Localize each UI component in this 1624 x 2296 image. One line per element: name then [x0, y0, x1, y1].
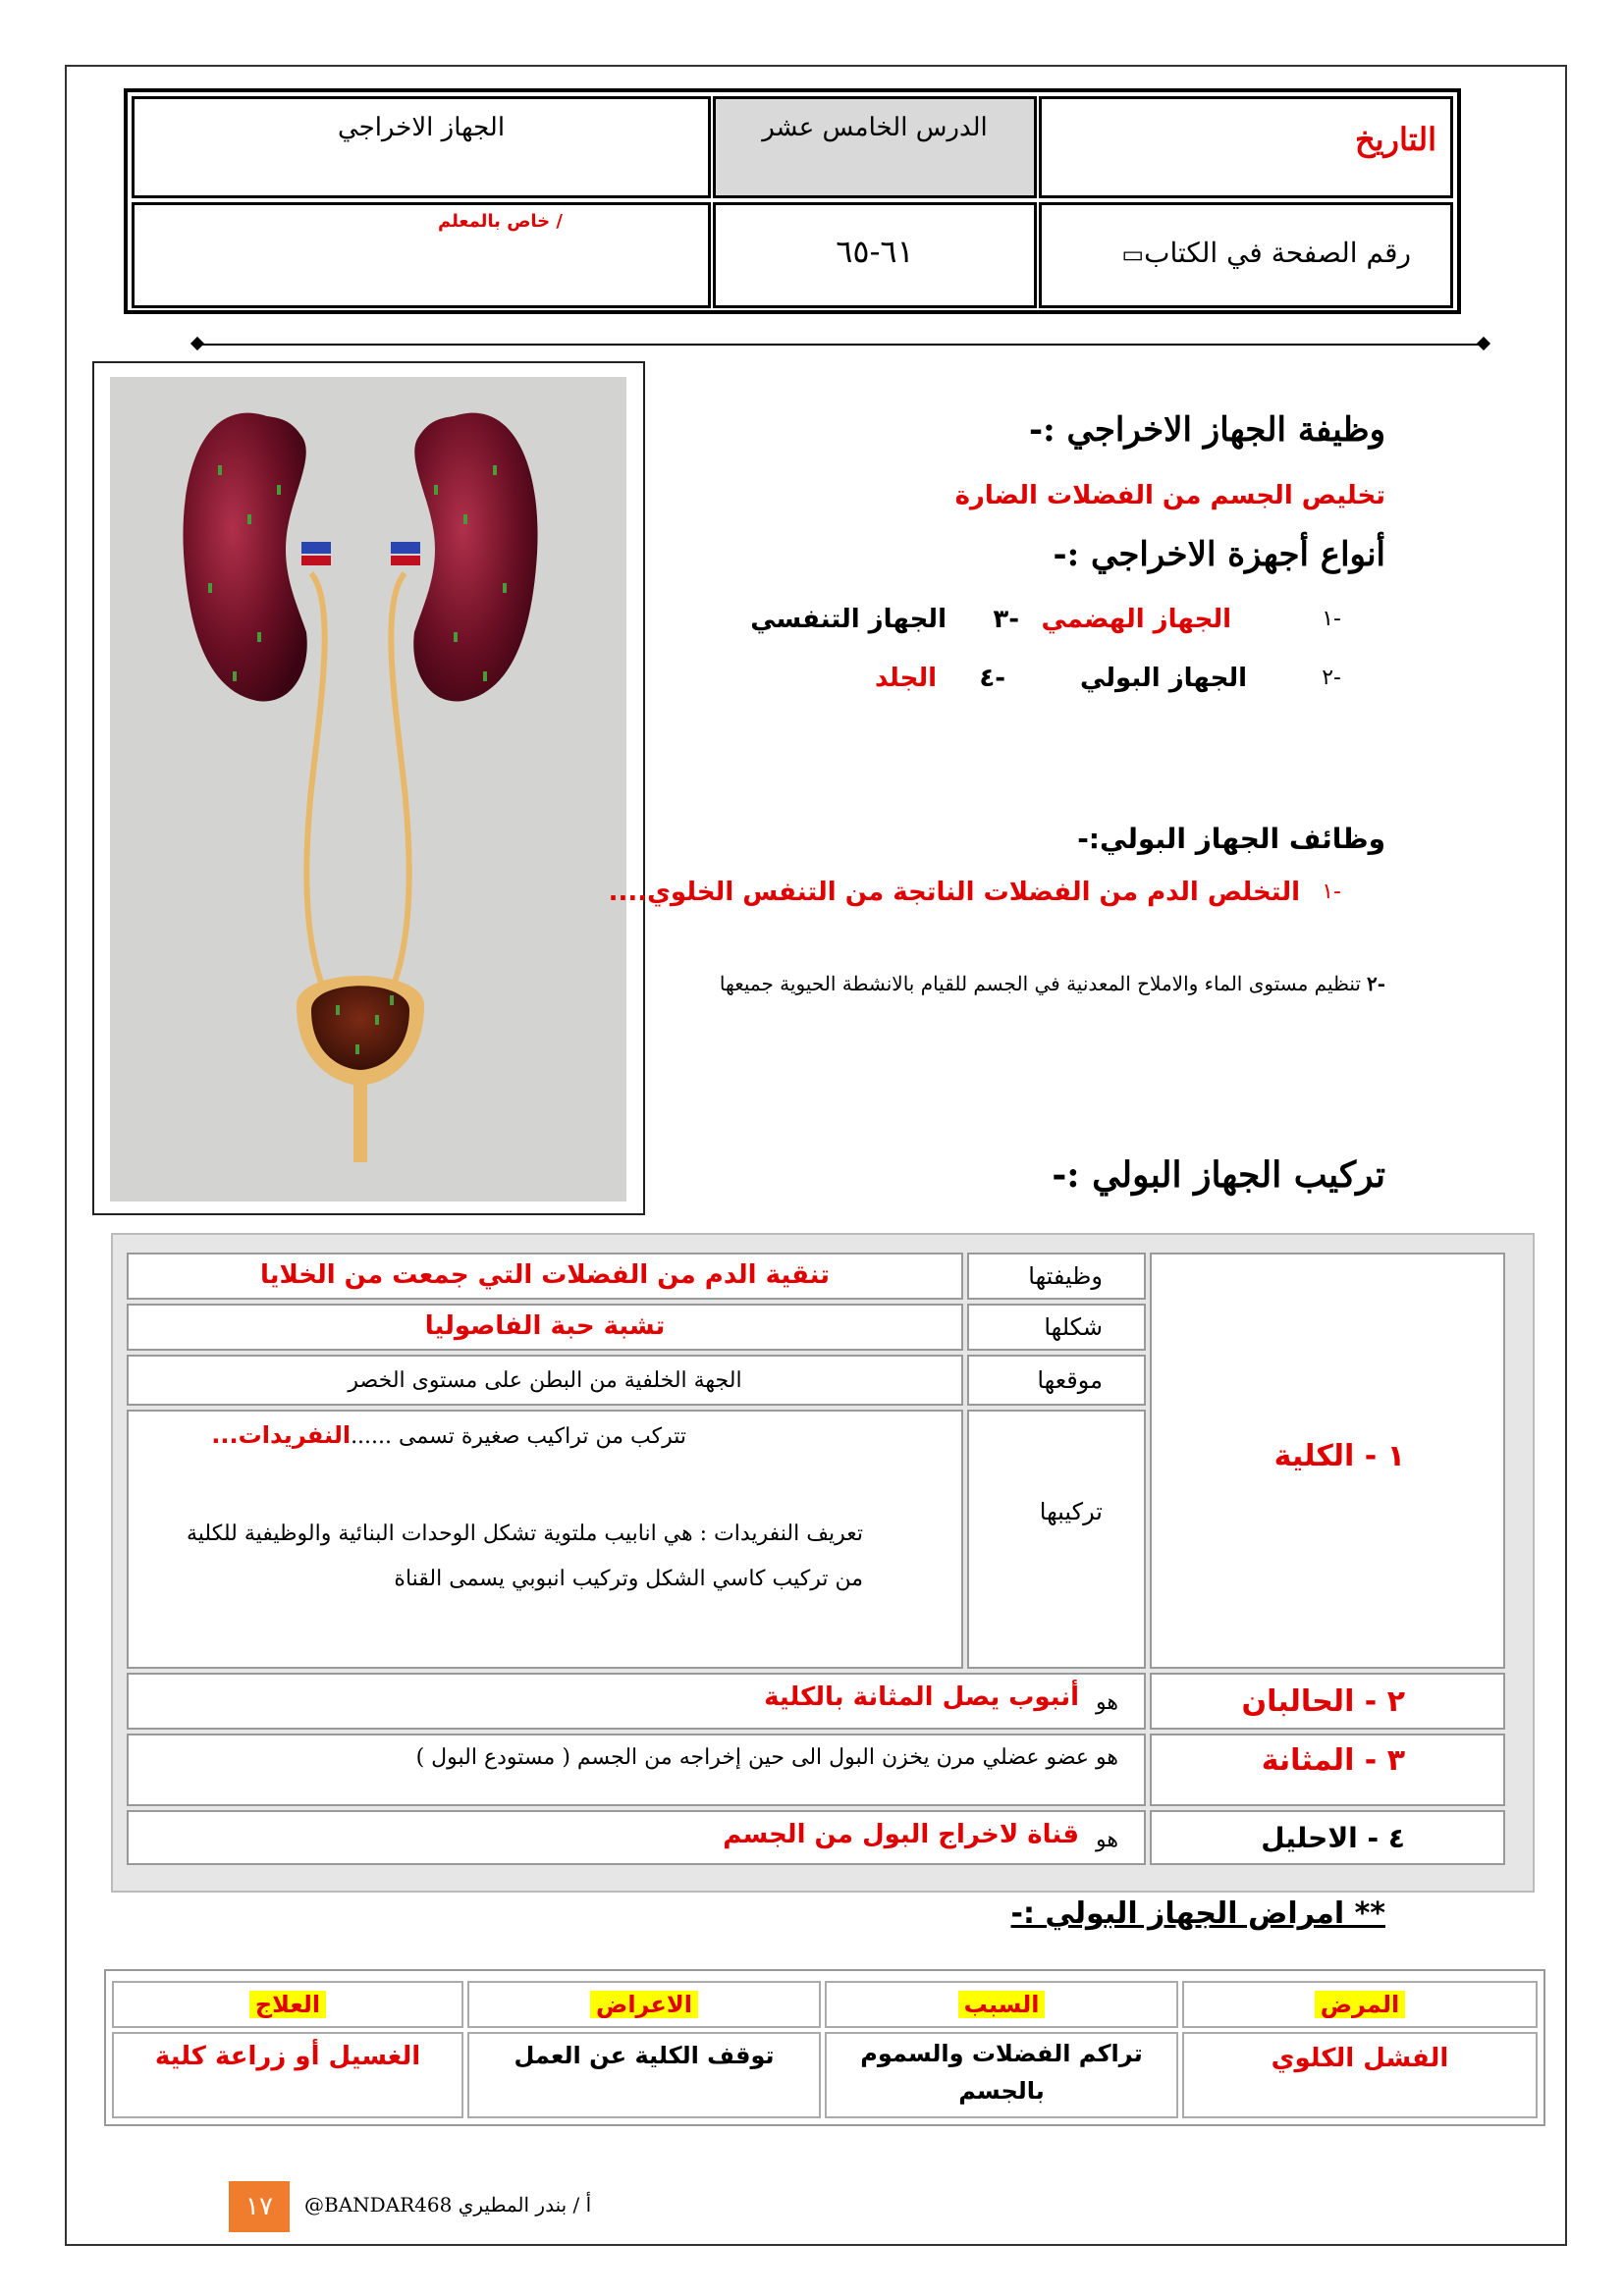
symptoms-header-cell — [467, 1981, 821, 2028]
diseases-table — [104, 1969, 1545, 2126]
footer-author: أ / بندر المطيري — [458, 2193, 592, 2216]
urinary-function-2: تنظيم مستوى الماء والاملاح المعدنية في الجسم للقيام بالانشطة الحيوية جميعها — [719, 972, 1361, 995]
kidney-location-key-cell — [967, 1355, 1146, 1406]
urethra-label-cell — [1150, 1810, 1505, 1865]
kidney-structure-key: تركيبها — [1039, 1498, 1103, 1525]
teacher-note-cell — [132, 202, 711, 308]
page-range-cell — [713, 202, 1037, 308]
function-answer: تخليص الجسم من الفضلات الضارة — [954, 481, 1385, 510]
type-1-name: الجهاز الهضمي — [1041, 605, 1231, 634]
type-4-num: -٤ — [979, 664, 1005, 693]
cause-line-2: بالجسم — [958, 2077, 1045, 2105]
page-label-cell — [1039, 202, 1453, 308]
urethra-value: قناة لاخراج البول من الجسم — [723, 1820, 1079, 1849]
urinary-function-2-num: -٢ — [1366, 972, 1385, 995]
date-cell — [1039, 96, 1453, 198]
urinary-function-1: التخلص الدم من الفضلات الناتجة من التنفس الخلوي.... — [608, 878, 1300, 907]
page-number-badge: ١٧ — [229, 2181, 290, 2232]
diseases-title: ** امراض الجهاز البولي :- — [1010, 1896, 1385, 1931]
treatment-header: العلاج — [249, 1991, 326, 2018]
footer-handle: @BANDAR468 — [304, 2193, 453, 2216]
bladder-label-cell — [1150, 1734, 1505, 1806]
kidney-function-key-cell — [967, 1253, 1146, 1300]
urethra-prefix: هو — [1096, 1828, 1118, 1852]
kidney-function-value: تنقية الدم من الفضلات التي جمعت من الخلايا — [259, 1260, 831, 1290]
subject-cell — [132, 96, 711, 198]
kidney-shape-key: شكلها — [1044, 1313, 1103, 1341]
header-table — [124, 88, 1461, 314]
bladder-label: ٣ - المثانة — [1261, 1743, 1405, 1778]
disease-cell — [1182, 2032, 1538, 2118]
urinary-functions-title: وظائف الجهاز البولي:- — [1077, 823, 1385, 855]
date-label: التاريخ — [1354, 121, 1436, 158]
kidney-structure-value-cell — [127, 1410, 963, 1669]
teacher-note: خاص بالمعلم / — [437, 211, 563, 232]
cause-cell — [825, 2032, 1178, 2118]
kidney-function-value-cell — [127, 1253, 963, 1300]
type-1-num: -١ — [1322, 607, 1341, 631]
function-title: وظيفة الجهاز الاخراجي :- — [1029, 410, 1385, 450]
ureters-value-cell — [127, 1673, 1146, 1730]
kidney-shape-value-cell — [127, 1304, 963, 1351]
ureters-label-cell — [1150, 1673, 1505, 1730]
treatment-cell — [112, 2032, 463, 2118]
type-4-name: الجلد — [874, 664, 937, 693]
page-range: ٦١-٦٥ — [836, 233, 914, 270]
ureters-value: أنبوب يصل المثانة بالكلية — [764, 1682, 1079, 1712]
lesson-cell — [713, 96, 1037, 198]
kidney-shape-value: تشبة حبة الفاصوليا — [424, 1311, 666, 1341]
page-label: رقم الصفحة في الكتاب▭ — [1121, 237, 1411, 269]
nephron-answer: النفريدات... — [211, 1421, 352, 1449]
type-2-name: الجهاز البولي — [1079, 664, 1247, 693]
kidney-function-key: وظيفتها — [1028, 1262, 1103, 1290]
symptoms-header: الاعراض — [590, 1991, 698, 2018]
type-3-name: الجهاز التنفسي — [750, 605, 947, 634]
kidney-shape-key-cell — [967, 1304, 1146, 1351]
cause-line-1: تراكم الفضلات والسموم — [860, 2040, 1143, 2067]
book-icon: ▭ — [1121, 240, 1145, 268]
structure-table — [111, 1233, 1535, 1893]
urinary-system-illustration — [110, 377, 626, 1201]
urethra-value-cell — [127, 1810, 1146, 1865]
treatment-value: الغسيل أو زراعة كلية — [154, 2042, 421, 2071]
cause-header-cell — [825, 1981, 1178, 2028]
symptoms-value: توقف الكلية عن العمل — [514, 2042, 775, 2069]
symptoms-cell — [467, 2032, 821, 2118]
urethra-label: ٤ - الاحليل — [1261, 1822, 1405, 1854]
treatment-header-cell — [112, 1981, 463, 2028]
disease-header-cell — [1182, 1981, 1538, 2028]
subject-title: الجهاز الاخراجي — [337, 113, 506, 142]
kidney-label: ١ - الكلية — [1273, 1439, 1405, 1473]
types-title: أنواع أجهزة الاخراجي :- — [1053, 535, 1385, 574]
ureters-prefix: هو — [1096, 1690, 1118, 1715]
lesson-title: الدرس الخامس عشر — [762, 113, 988, 142]
section-divider — [196, 344, 1483, 346]
bladder-value: هو عضو عضلي مرن يخزن البول الى حين إخراجه من الجسم ( مستودع البول ) — [415, 1745, 1118, 1770]
type-2-num: -٢ — [1322, 666, 1341, 690]
kidney-location-value-cell — [127, 1355, 963, 1406]
structure-title: تركيب الجهاز البولي :- — [1052, 1154, 1385, 1196]
urinary-function-1-num: -١ — [1322, 880, 1341, 904]
nephron-definition-1: تعريف النفريدات : هي انابيب ملتوية تشكل الوحدات البنائية والوظيفية للكلية — [187, 1522, 863, 1546]
kidney-structure-line1: تتركب من تراكيب صغيرة تسمى ......النفريدات... — [211, 1421, 686, 1449]
kidney-structure-key-cell — [967, 1410, 1146, 1669]
type-3-num: -٣ — [993, 605, 1019, 634]
footer-credit — [304, 2193, 591, 2216]
disease-name: الفشل الكلوي — [1271, 2044, 1449, 2073]
nephron-definition-2: من تركيب كاسي الشكل وتركيب انبوبي يسمى القناة — [394, 1567, 863, 1591]
ureters-label: ٢ - الحالبان — [1241, 1684, 1405, 1719]
kidney-location-key: موقعها — [1037, 1366, 1103, 1394]
bladder-value-cell — [127, 1734, 1146, 1806]
kidney-label-cell — [1150, 1253, 1505, 1669]
disease-header: المرض — [1315, 1991, 1406, 2018]
cause-header: السبب — [958, 1991, 1046, 2018]
kidney-location-value: الجهة الخلفية من البطن على مستوى الخصر — [348, 1368, 742, 1393]
